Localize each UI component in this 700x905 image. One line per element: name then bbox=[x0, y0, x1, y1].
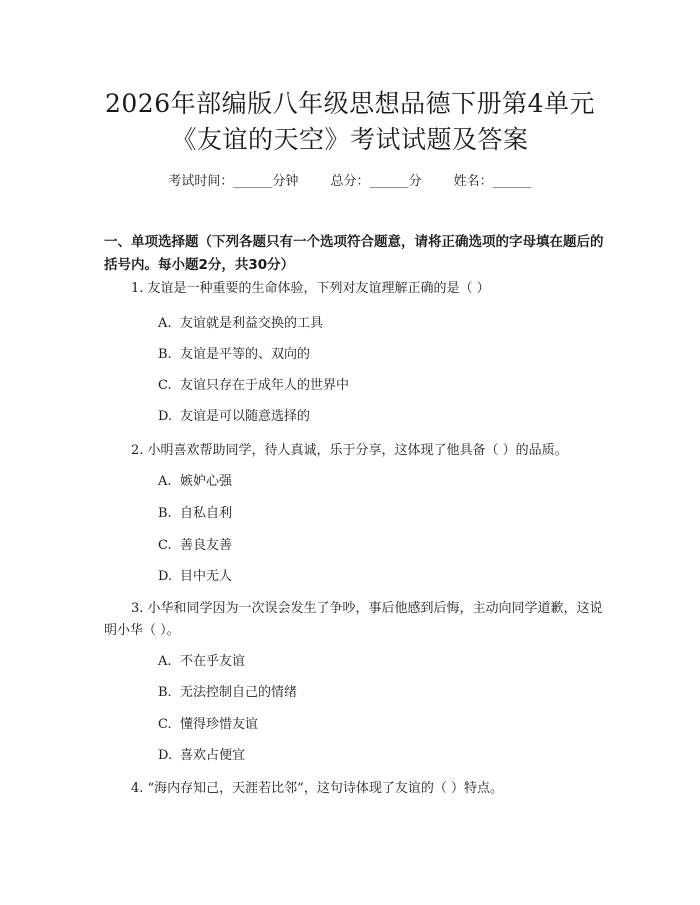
option-letter: D. bbox=[158, 409, 173, 424]
q2-option-a[interactable] bbox=[158, 473, 232, 491]
option-letter: A. bbox=[158, 316, 172, 331]
option-letter: D. bbox=[158, 569, 173, 584]
question-2-stem: 2. 小明喜欢帮助同学，待人真诚，乐于分享，这体现了他具备（ ）的品质。 bbox=[131, 443, 568, 458]
option-letter: C. bbox=[158, 538, 172, 553]
option-text: 友谊是平等的、双向的 bbox=[180, 347, 311, 362]
option-text: 喜欢占便宜 bbox=[180, 748, 246, 763]
option-text: 目中无人 bbox=[180, 569, 233, 584]
option-text: 友谊就是利益交换的工具 bbox=[180, 316, 324, 331]
total-score-label: 总分：______分 bbox=[330, 174, 422, 189]
option-letter: A. bbox=[158, 474, 172, 489]
option-letter: A. bbox=[158, 654, 172, 669]
question-1-stem: 1. 友谊是一种重要的生命体验，下列对友谊理解正确的是（ ） bbox=[131, 281, 490, 296]
option-letter: C. bbox=[158, 717, 172, 732]
q1-option-b[interactable] bbox=[158, 346, 310, 364]
q1-option-d[interactable] bbox=[158, 408, 310, 426]
q1-option-c[interactable] bbox=[158, 377, 349, 395]
q2-option-c[interactable] bbox=[158, 537, 232, 555]
option-text: 自私自利 bbox=[180, 506, 233, 521]
option-text: 友谊是可以随意选择的 bbox=[180, 409, 311, 424]
q3-option-a[interactable] bbox=[158, 653, 245, 671]
q2-option-d[interactable] bbox=[158, 568, 232, 586]
question-4-stem: 4. “海内存知己，天涯若比邻”，这句诗体现了友谊的（ ）特点。 bbox=[131, 781, 503, 796]
title-line-1: 2026年部编版八年级思想品德下册第4单元 bbox=[104, 89, 596, 118]
title-line-2: 《友谊的天空》考试试题及答案 bbox=[171, 125, 529, 154]
q1-option-a[interactable] bbox=[158, 315, 323, 333]
option-letter: C. bbox=[158, 378, 172, 393]
exam-meta bbox=[0, 170, 700, 189]
option-text: 不在乎友谊 bbox=[180, 654, 246, 669]
section-heading: 一、单项选择题（下列各题只有一个选项符合题意，请将正确选项的字母填在题后的括号内。每小题2分，共30分） bbox=[104, 234, 604, 273]
option-letter: D. bbox=[158, 748, 173, 763]
exam-time-label: 考试时间：______分钟 bbox=[168, 174, 299, 189]
option-letter: B. bbox=[158, 347, 172, 362]
option-letter: B. bbox=[158, 506, 172, 521]
option-text: 友谊只存在于成年人的世界中 bbox=[180, 378, 350, 393]
option-text: 善良友善 bbox=[180, 538, 233, 553]
q2-option-b[interactable] bbox=[158, 505, 232, 523]
q3-option-b[interactable] bbox=[158, 684, 297, 702]
q3-option-d[interactable] bbox=[158, 747, 245, 765]
name-label: 姓名：______ bbox=[453, 174, 532, 189]
option-text: 嫉妒心强 bbox=[180, 474, 233, 489]
option-text: 无法控制自己的情绪 bbox=[180, 685, 298, 700]
option-letter: B. bbox=[158, 685, 172, 700]
question-3-stem: 3. 小华和同学因为一次误会发生了争吵，事后他感到后悔，主动向同学道歉，这说明小华（ ）。 bbox=[104, 601, 603, 638]
q3-option-c[interactable] bbox=[158, 716, 258, 734]
option-text: 懂得珍惜友谊 bbox=[180, 717, 259, 732]
